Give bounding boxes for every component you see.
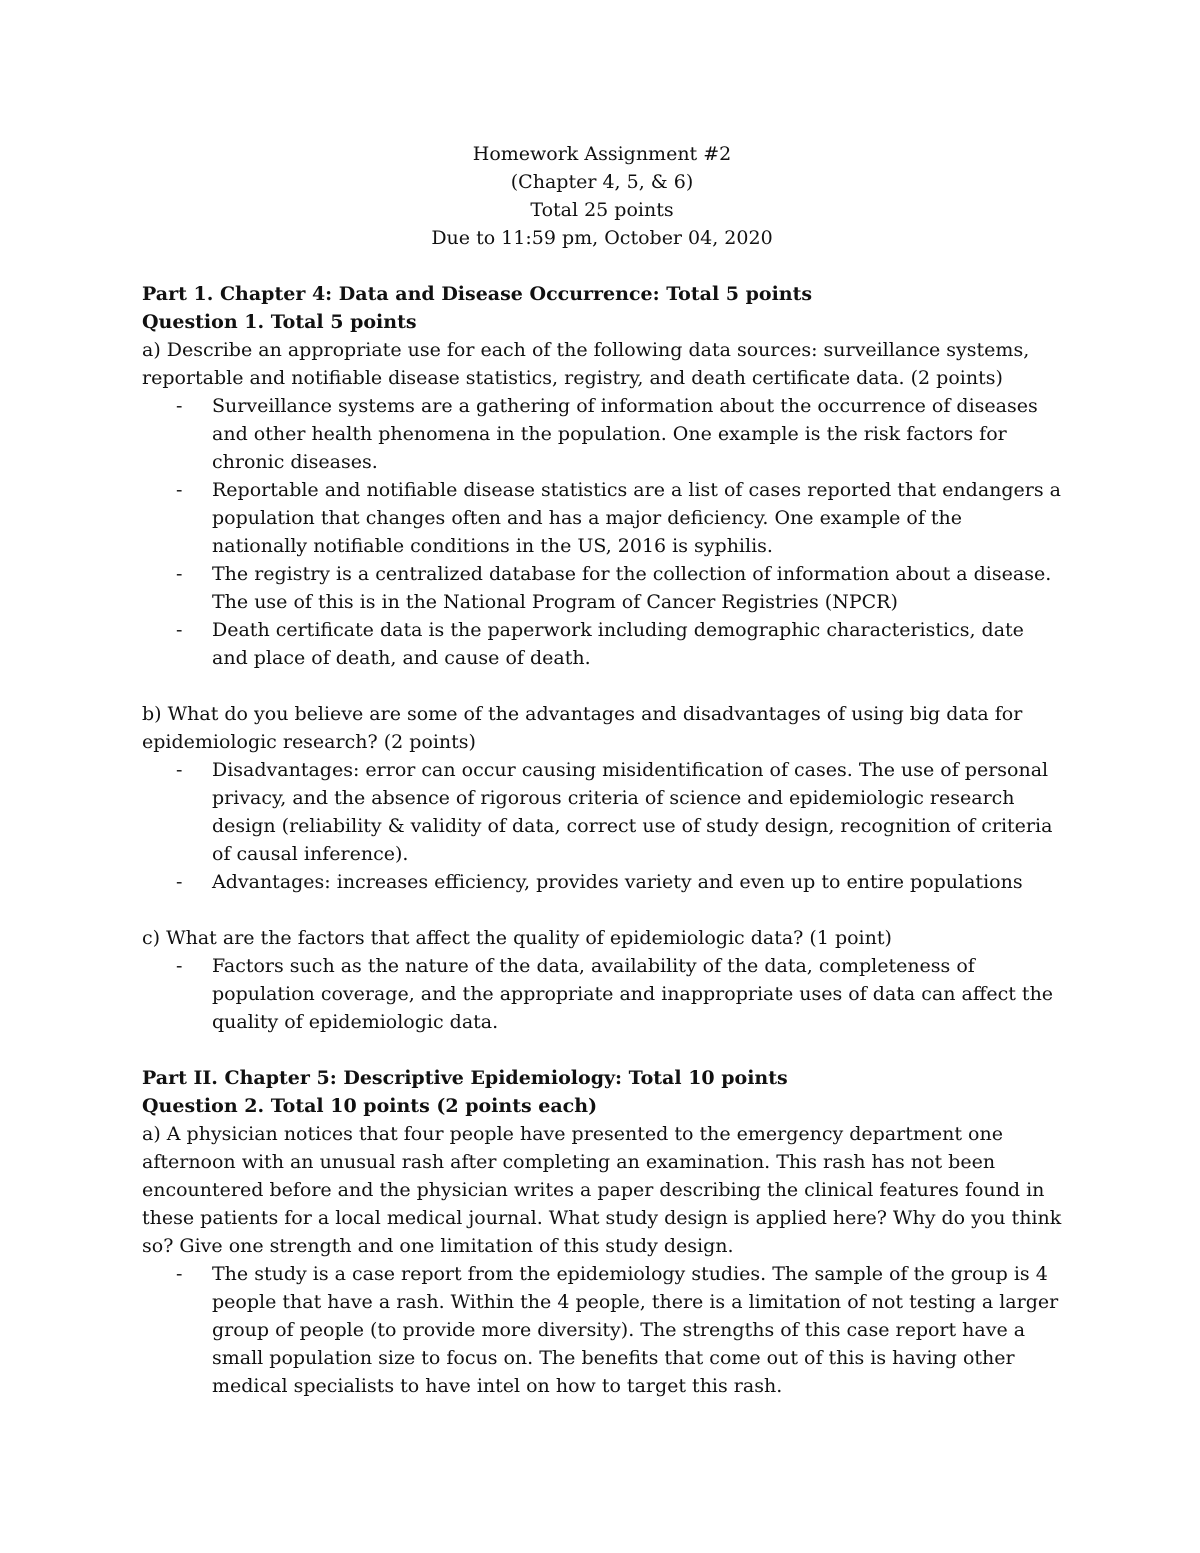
q2a-answer-list xyxy=(142,1260,1062,1400)
q1a-answer-death-certificate: Death certificate data is the paperwork including demographic characteristics, date and place of death, and cause of death. xyxy=(212,619,1024,669)
list-item xyxy=(142,392,1062,476)
q1b-prompt: b) What do you believe are some of the advantages and disadvantages of using big data for epidemiologic research? (2 points) xyxy=(142,703,1023,753)
q1a-answer-reportable: Reportable and notifiable disease statistics are a list of cases reported that endangers a population that changes often and has a major deficiency. One example of the nationally notifiable conditions in the US, 2016 is syphilis. xyxy=(212,479,1061,557)
q1c-answer-factors: Factors such as the nature of the data, availability of the data, completeness of population coverage, and the appropriate and inappropriate uses of data can affect the quality of epidemiologic data. xyxy=(212,955,1054,1033)
bullet-dash: - xyxy=(176,871,183,893)
document-page xyxy=(142,140,1062,1400)
q1a-answer-registry: The registry is a centralized database for the collection of information about a disease. The use of this is in the National Program of Cancer Registries (NPCR) xyxy=(212,563,1052,613)
spacer xyxy=(142,1036,1062,1064)
assignment-chapters: (Chapter 4, 5, & 6) xyxy=(510,171,694,193)
bullet-dash: - xyxy=(176,563,183,585)
q1b-answer-list xyxy=(142,756,1062,896)
spacer xyxy=(142,896,1062,924)
list-item xyxy=(142,616,1062,672)
part2-heading: Part II. Chapter 5: Descriptive Epidemiology: Total 10 points xyxy=(142,1067,788,1089)
bullet-dash: - xyxy=(176,955,183,977)
bullet-dash: - xyxy=(176,759,183,781)
bullet-dash: - xyxy=(176,479,183,501)
spacer xyxy=(142,672,1062,700)
q1a-prompt: a) Describe an appropriate use for each of the following data sources: surveillance systems, reportable and notifiable disease statistics, registry, and death certificate data. (2 points) xyxy=(142,339,1030,389)
assignment-title: Homework Assignment #2 xyxy=(472,143,732,165)
list-item xyxy=(142,756,1062,868)
q1b-answer-disadvantages: Disadvantages: error can occur causing misidentification of cases. The use of personal privacy, and the absence of rigorous criteria of science and epidemiologic research design (reliability & validity of data, correct use of study design, recognition of criteria of causal inference). xyxy=(212,759,1053,865)
q1c-answer-list xyxy=(142,952,1062,1036)
q1b-answer-advantages: Advantages: increases efficiency, provides variety and even up to entire populations xyxy=(212,871,1023,893)
question1-heading: Question 1. Total 5 points xyxy=(142,311,417,333)
list-item xyxy=(142,560,1062,616)
list-item xyxy=(142,476,1062,560)
bullet-dash: - xyxy=(176,619,183,641)
q1c-prompt: c) What are the factors that affect the quality of epidemiologic data? (1 point) xyxy=(142,927,892,949)
bullet-dash: - xyxy=(176,1263,183,1285)
document-header xyxy=(142,140,1062,252)
assignment-due-date: Due to 11:59 pm, October 04, 2020 xyxy=(431,227,773,249)
assignment-total-points: Total 25 points xyxy=(530,199,674,221)
list-item xyxy=(142,1260,1062,1400)
question2-heading: Question 2. Total 10 points (2 points each) xyxy=(142,1095,598,1117)
list-item xyxy=(142,952,1062,1036)
part1-heading: Part 1. Chapter 4: Data and Disease Occurrence: Total 5 points xyxy=(142,283,813,305)
q1a-answer-list xyxy=(142,392,1062,672)
q2a-answer-case-report: The study is a case report from the epidemiology studies. The sample of the group is 4 people that have a rash. Within the 4 people, there is a limitation of not testing a larger group of people (to provide more diversity). The strengths of this case report have a small population size to focus on. The benefits that come out of this is having other medical specialists to have intel on how to target this rash. xyxy=(212,1263,1059,1397)
list-item xyxy=(142,868,1062,896)
q1a-answer-surveillance: Surveillance systems are a gathering of information about the occurrence of diseases and other health phenomena in the population. One example is the risk factors for chronic diseases. xyxy=(212,395,1038,473)
q2a-prompt: a) A physician notices that four people have presented to the emergency department one afternoon with an unusual rash after completing an examination. This rash has not been encountered before and the physician writes a paper describing the clinical features found in these patients for a local medical journal. What study design is applied here? Why do you think so? Give one strength and one limitation of this study design. xyxy=(142,1123,1062,1257)
bullet-dash: - xyxy=(176,395,183,417)
